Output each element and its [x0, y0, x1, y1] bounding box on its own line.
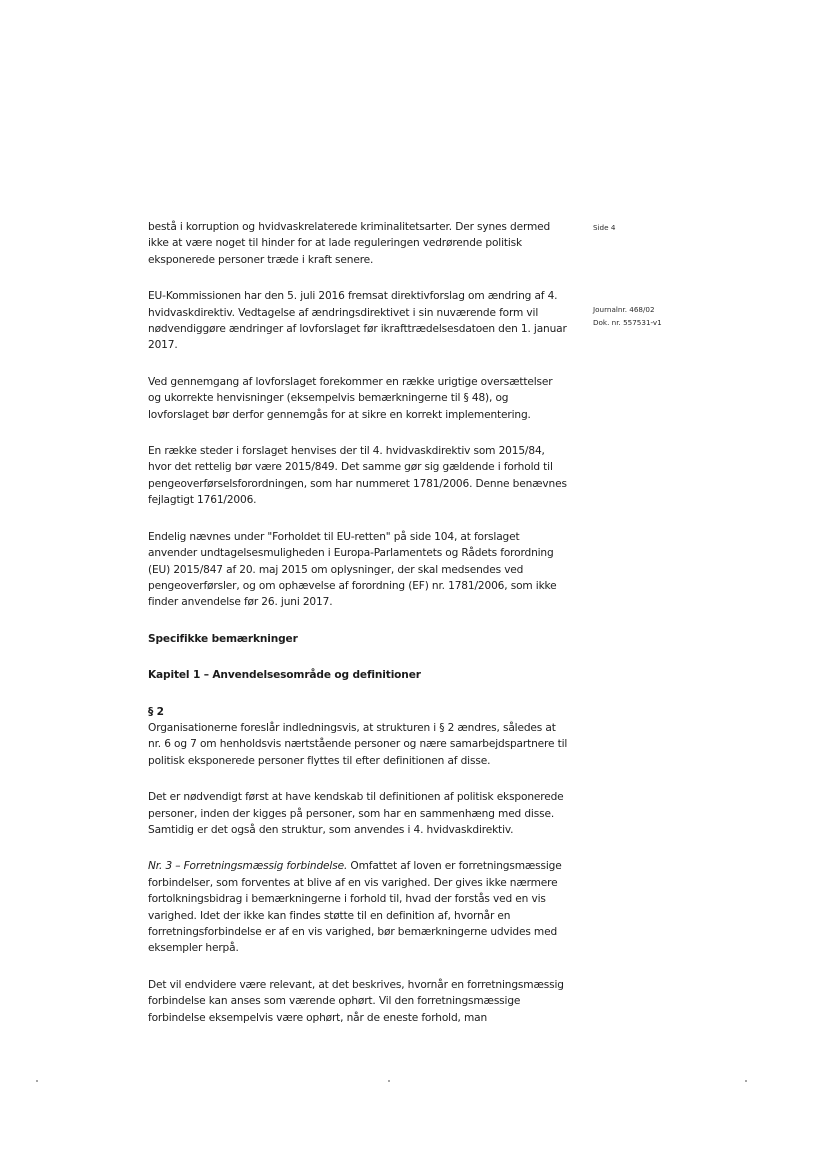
scan-speck	[745, 1080, 747, 1082]
paragraph: Ved gennemgang af lovforslaget forekommer en række urigtige oversættelser og ukorrekte henvisninger (eksempelvis bemærkningerne til § 48), og lovforslaget bør derfor gennemgås for at sikre en korrekt implementering.	[148, 375, 553, 421]
scan-speck	[388, 1080, 390, 1082]
journal-number: Journalnr. 468/02	[593, 305, 655, 314]
section-heading: Specifikke bemærkninger	[148, 632, 298, 645]
italic-lead: Nr. 3 – Forretningsmæssig forbindelse.	[148, 860, 348, 873]
paragraph: EU-Kommissionen har den 5. juli 2016 fremsat direktivforslag om ændring af 4. hvidvaskdirektiv. Vedtagelse af ændringsdirektivet i sin nuværende form vil nødvendiggøre ændringer af lovforslaget før ikrafttrædelsesdatoen den 1. januar 2017.	[148, 290, 567, 352]
chapter-heading: Kapitel 1 – Anvendelsesområde og definitioner	[148, 669, 421, 682]
paragraph-rest: Omfattet af loven er forretningsmæssige forbindelser, som forventes at blive af en vis varighed. Der gives ikke nærmere fortolkningsbidrag i bemærkningerne i forhold til, hvad der forstås ved en vis varighed. Idet der ikke kan findes støtte til en definition af, hvornår en forretningsforbindelse er af en vis varighed, bør bemærkningerne udvides med eksempler herpå.	[148, 860, 562, 955]
paragraph: Endelig nævnes under "Forholdet til EU-retten" på side 104, at forslaget anvender undtagelsesmuligheden i Europa-Parlamentets og Rådets forordning (EU) 2015/847 af 20. maj 2015 om oplysninger, der skal medsendes ved pengeoverførsler, og om ophævelse af forordning (EF) nr. 1781/2006, som ikke finder anvendelse før 26. juni 2017.	[148, 530, 557, 609]
paragraph: Det er nødvendigt først at have kendskab til definitionen af politisk eksponerede personer, inden der kigges på personer, som har en sammenhæng med disse. Samtidig er det også den struktur, som anvendes i 4. hvidvaskdirektiv.	[148, 791, 564, 836]
paragraph: En række steder i forslaget henvises der til 4. hvidvaskdirektiv som 2015/84, hvor det rettelig bør være 2015/849. Det samme gør sig gældende i forhold til pengeoverførselsforordningen, som har nummeret 1781/2006. Denne benævnes fejlagtigt 1761/2006.	[148, 445, 567, 507]
paragraph	[148, 858, 568, 956]
paragraph: Organisationerne foreslår indledningsvis, at strukturen i § 2 ændres, således at nr. 6 og 7 om henholdsvis nærtstående personer og nære samarbejdspartnere til politisk eksponerede personer flyttes til efter definitionen af disse.	[148, 721, 568, 767]
document-body	[148, 219, 568, 1026]
paragraph-symbol-heading: § 2	[148, 705, 164, 718]
paragraph: Det vil endvidere være relevant, at det beskrives, hvornår en forretningsmæssig forbindelse kan anses som værende ophørt. Vil den forretningsmæssige forbindelse eksempelvis være ophørt, når de eneste forhold, man	[148, 978, 564, 1024]
scan-speck	[36, 1080, 38, 1082]
paragraph: bestå i korruption og hvidvaskrelaterede kriminalitetsarter. Der synes dermed ikke at være noget til hinder for at lade reguleringen vedrørende politisk eksponerede personer træde i kraft senere.	[148, 221, 551, 266]
page-number-label: Side 4	[593, 223, 616, 232]
document-number: Dok. nr. 557531-v1	[593, 318, 662, 327]
